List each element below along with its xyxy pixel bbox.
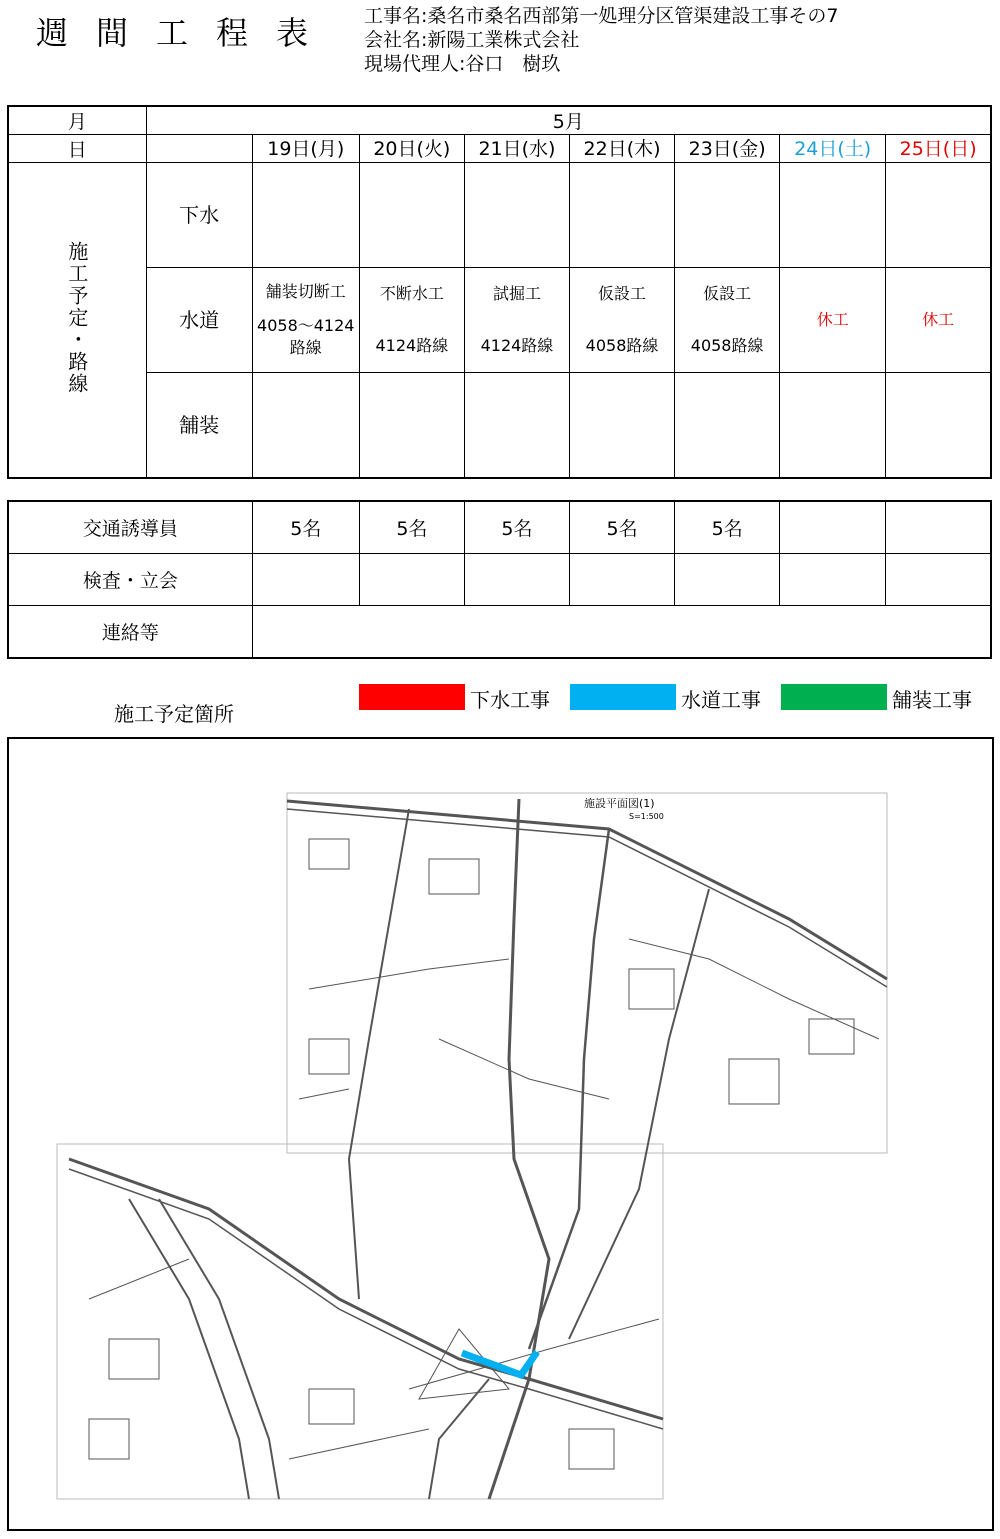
row-label-sewer: 下水 — [146, 163, 252, 268]
schedule-cell — [675, 373, 780, 479]
project-name: 工事名:桑名市桑名西部第一処理分区管渠建設工事その7 — [364, 5, 839, 27]
schedule-cell — [464, 163, 569, 268]
inspection-cell — [464, 554, 569, 606]
schedule-cell — [570, 163, 675, 268]
schedule-cell — [252, 163, 359, 268]
traffic-value: 5名 — [252, 501, 359, 554]
cell-text: 試掘工 — [492, 284, 541, 303]
legend-label-paving: 舗装工事 — [892, 688, 972, 712]
site-plan-map — [9, 739, 992, 1529]
day-header-sunday: 25日(日) — [886, 135, 991, 163]
schedule-cell — [252, 373, 359, 479]
cell-text: 仮設工 — [703, 284, 752, 303]
cell-text: 不断水工 — [379, 284, 444, 303]
row-label-paving: 舗装 — [146, 373, 252, 479]
cell-text: 4058路線 — [690, 336, 764, 355]
traffic-label: 交通誘導員 — [8, 501, 252, 554]
inspection-cell — [252, 554, 359, 606]
schedule-table — [7, 105, 992, 479]
schedule-cell — [359, 163, 464, 268]
cell-text: 4124路線 — [480, 336, 554, 355]
traffic-value — [780, 501, 886, 554]
page-title: 週間工程表 — [36, 14, 337, 52]
inspection-cell — [780, 554, 886, 606]
contact-label: 連絡等 — [8, 606, 252, 659]
schedule-cell — [252, 268, 359, 373]
schedule-cell — [359, 268, 464, 373]
map-scale: S=1:500 — [629, 812, 664, 821]
schedule-cell — [886, 373, 991, 479]
legend-label-water: 水道工事 — [681, 688, 761, 712]
schedule-cell — [780, 373, 886, 479]
legend-swatch-sewer — [359, 684, 465, 710]
month-value: 5月 — [146, 106, 991, 135]
month-label: 月 — [8, 106, 146, 135]
row-label-water: 水道 — [146, 268, 252, 373]
schedule-cell — [886, 163, 991, 268]
day-header: 21日(水) — [464, 135, 569, 163]
inspection-cell — [359, 554, 464, 606]
map-frame — [7, 737, 994, 1531]
schedule-cell-holiday: 休工 — [780, 268, 886, 373]
schedule-cell — [570, 268, 675, 373]
cell-text: 4058～4124 — [257, 316, 355, 335]
cell-text: 4058路線 — [585, 336, 659, 355]
inspection-cell — [675, 554, 780, 606]
cell-text: 路線 — [289, 338, 322, 357]
cell-text: 4124路線 — [375, 336, 449, 355]
schedule-cell — [464, 373, 569, 479]
schedule-cell — [780, 163, 886, 268]
map-caption: 施工予定箇所 — [114, 702, 234, 726]
day-label: 日 — [8, 135, 146, 163]
day-header: 19日(月) — [252, 135, 359, 163]
cell-text: 仮設工 — [598, 284, 647, 303]
day-header: 22日(木) — [570, 135, 675, 163]
day-header: 23日(金) — [675, 135, 780, 163]
day-header-saturday: 24日(土) — [780, 135, 886, 163]
map-sheet-title: 施設平面図(1) — [584, 797, 655, 810]
legend-swatch-paving — [781, 684, 887, 710]
traffic-value: 5名 — [464, 501, 569, 554]
schedule-cell — [464, 268, 569, 373]
schedule-cell-holiday: 休工 — [886, 268, 991, 373]
traffic-value: 5名 — [359, 501, 464, 554]
day-header: 20日(火) — [359, 135, 464, 163]
legend-label-sewer: 下水工事 — [470, 688, 550, 712]
schedule-cell — [675, 268, 780, 373]
inspection-cell — [886, 554, 991, 606]
section-label — [8, 163, 146, 479]
legend-swatch-water — [570, 684, 676, 710]
contact-cell — [252, 606, 991, 659]
inspection-cell — [570, 554, 675, 606]
project-info — [364, 4, 839, 76]
traffic-value: 5名 — [570, 501, 675, 554]
schedule-cell — [359, 373, 464, 479]
schedule-cell — [570, 373, 675, 479]
section-label-text: 施工予定・路線 — [64, 240, 89, 395]
traffic-value: 5名 — [675, 501, 780, 554]
traffic-value — [886, 501, 991, 554]
site-agent: 現場代理人:谷口 樹玖 — [364, 53, 561, 75]
extra-table — [7, 500, 992, 659]
inspection-label: 検査・立会 — [8, 554, 252, 606]
blank-header — [146, 135, 252, 163]
schedule-cell — [675, 163, 780, 268]
company-name: 会社名:新陽工業株式会社 — [364, 29, 580, 51]
cell-text: 舗装切断工 — [265, 282, 346, 301]
